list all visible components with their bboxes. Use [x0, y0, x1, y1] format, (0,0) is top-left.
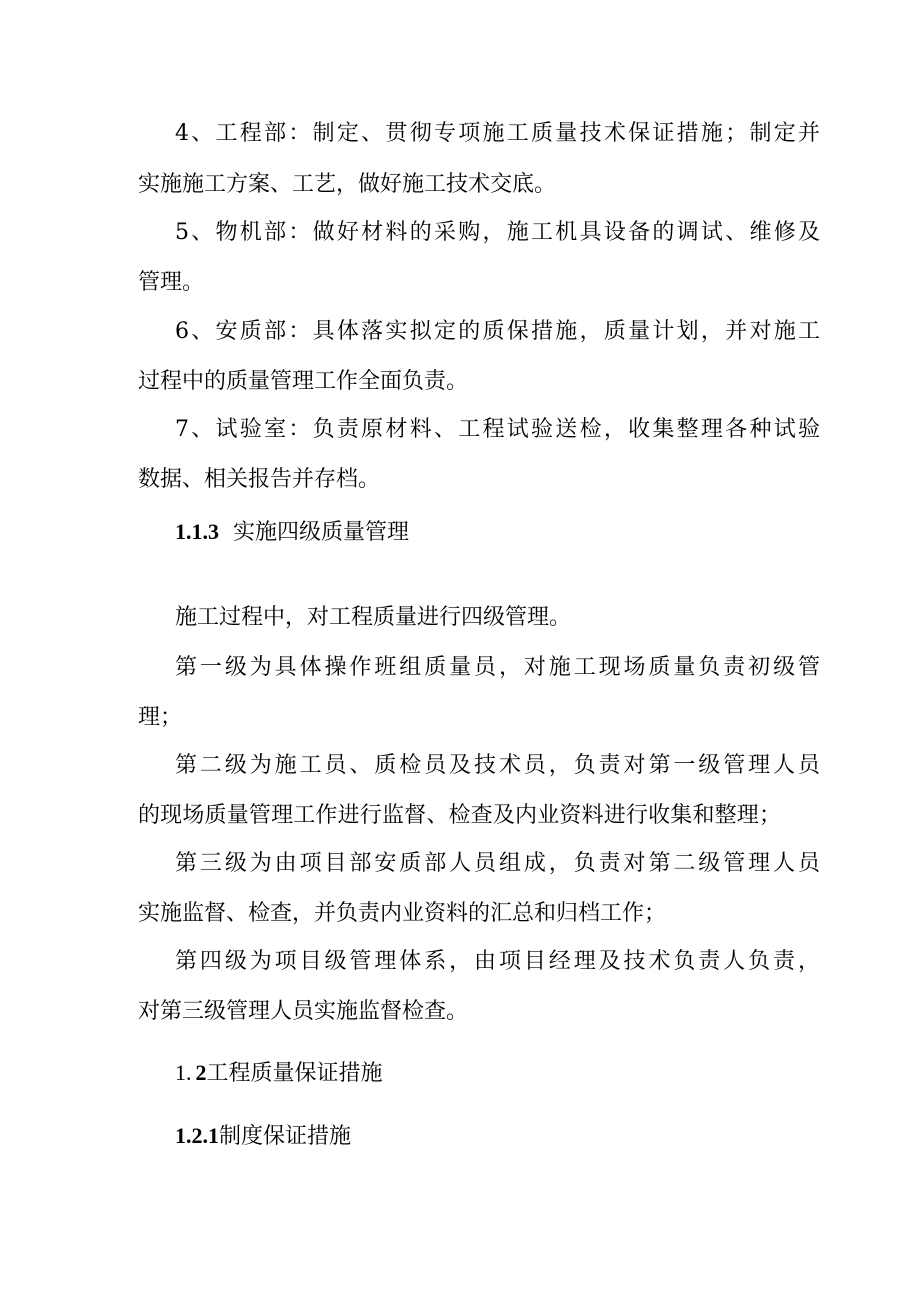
intro-paragraph: 施工过程中，对工程质量进行四级管理。	[175, 605, 572, 630]
item-4-line-1: 4、工程部：制定、贯彻专项施工质量技术保证措施；制定并	[175, 121, 820, 146]
level-4-line-1: 第四级为项目级管理体系，由项目经理及技术负责人负责，	[175, 949, 820, 974]
level-2-line-1: 第二级为施工员、质检员及技术员，负责对第一级管理人员	[175, 753, 820, 778]
item-7-line-2: 数据、相关报告并存档。	[138, 467, 381, 492]
level-3-line-1: 第三级为由项目部安质部人员组成，负责对第二级管理人员	[175, 851, 820, 876]
section-title: 实施四级质量管理	[233, 520, 410, 545]
level-1-line-2: 理；	[138, 705, 183, 730]
section-title: 制度保证措施	[219, 1124, 352, 1149]
section-heading-1-2-1	[175, 1121, 351, 1152]
item-4-line-2: 实施施工方案、工艺，做好施工技术交底。	[138, 172, 557, 197]
section-heading-1-2	[175, 1058, 383, 1089]
item-7-line-1: 7、试验室：负责原材料、工程试验送检，收集整理各种试验	[175, 417, 820, 442]
level-4-line-2: 对第三级管理人员实施监督检查。	[138, 999, 469, 1024]
item-5-line-2: 管理。	[138, 270, 205, 295]
section-number-prefix: 1.	[175, 1060, 192, 1085]
level-2-line-2: 的现场质量管理工作进行监督、检查及内业资料进行收集和整理；	[138, 803, 780, 828]
level-1-line-1: 第一级为具体操作班组质量员，对施工现场质量负责初级管	[175, 655, 820, 680]
section-number: 1.1.3	[175, 519, 219, 544]
level-3-line-2: 实施监督、检查，并负责内业资料的汇总和归档工作；	[138, 901, 667, 926]
item-6-line-1: 6、安质部：具体落实拟定的质保措施，质量计划，并对施工	[175, 319, 820, 344]
section-number: 1.2.1	[175, 1123, 219, 1148]
item-5-line-1: 5、物机部：做好材料的采购，施工机具设备的调试、维修及	[175, 220, 820, 245]
section-number-suffix: 2	[195, 1060, 207, 1085]
item-6-line-2: 过程中的质量管理工作全面负责。	[138, 369, 469, 394]
section-title: 工程质量保证措施	[206, 1061, 383, 1086]
section-heading-1-1-3	[175, 517, 409, 548]
